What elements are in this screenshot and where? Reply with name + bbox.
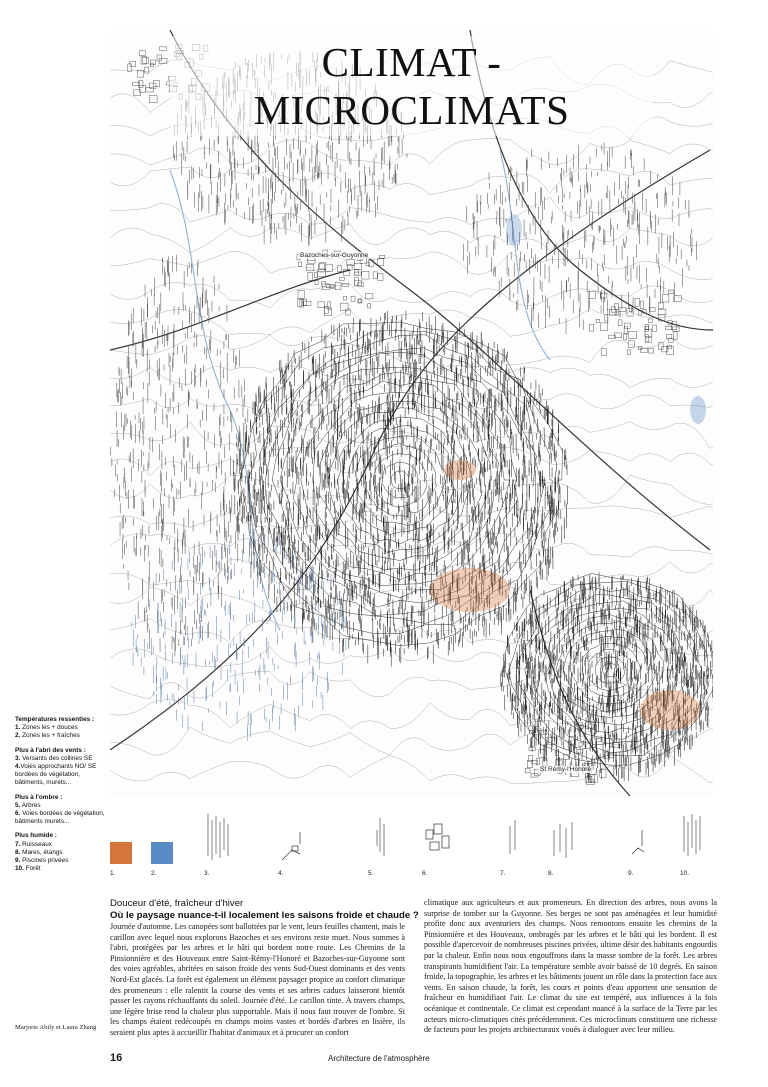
legend-group-wind: [15, 747, 107, 788]
key-number: 7.: [500, 870, 506, 877]
key-warm-zone: [110, 810, 150, 876]
key-forest: [680, 810, 720, 876]
stream-icon: [500, 810, 530, 866]
article-subtitle: Où le paysage nuance-t-il localement les saisons froide et chaude ?: [110, 910, 419, 921]
legend-item: 1. Zones les + douces: [15, 724, 78, 732]
key-number: 1.: [110, 870, 116, 877]
legend-heading: Plus humide :: [15, 832, 57, 840]
legend-item: 3. Versants des collines SE: [15, 754, 93, 762]
sheltered-road-icon: [278, 810, 308, 866]
key-se-slopes: [204, 810, 244, 876]
key-number: 3.: [204, 870, 210, 877]
legend-item: 9. Piscines privées: [15, 857, 69, 865]
climate-map: [110, 30, 713, 796]
legend-heading: Plus à l'abri des vents :: [15, 746, 86, 754]
article-heading: [110, 898, 419, 922]
legend-item: 6. Voies bordées de végétation, bâtiments murets...: [15, 810, 105, 826]
authors: Marjorie Abily et Laura Zhang: [15, 1024, 97, 1031]
legend-heading: Températures ressenties :: [15, 716, 95, 723]
page-number: 16: [110, 1052, 123, 1064]
key-streams: [500, 810, 540, 876]
cool-zone-swatch: [151, 842, 173, 864]
key-number: 9.: [628, 870, 634, 877]
pond-icon: [548, 810, 584, 866]
place-label-bazoches: Bazoches-sur-Guyonne: [300, 252, 369, 259]
key-number: 8.: [548, 870, 554, 877]
legend-group-humidity: [15, 832, 107, 873]
tree-shade-icon: [368, 810, 398, 866]
shaded-road-icon: [422, 810, 456, 866]
article-column-1: Journée d'automne. Les canopées sont ballottées par le vent, leurs feuilles chantent, mais le carillon avec lequel nous explorons Bazoches et ses environs reste muet. Nous sommes à l'abri, protégées par les arbres et le bâti qui bordent notre route. Les Chemins de la Pinsionnière et des Houveaux entre Saint-Rémy-l'Honoré et Bazoches-sur-Guyonne sont des voies agréables, abritées en saison froide des vents Sud-Ouest dominants et des vents Nord-Est glacés. La forêt est également un élément paysager propice au confort climatique des promeneurs : elle ralentit la course des vents et ses arbres caducs laisseront bientôt passer les rayons réchauffants du soleil. Journée d'été. Le carillon tinte. À travers champs, une légère brise rend la chaleur plus supportable. Mais il nous faut trouver de l'ombre. Si les champs étaient redécoupés en champs moins vastes et bordés d'arbres en lisière, ils seraient plus aptes à accueillir l'habitat d'animaux et à procurer un confort: [110, 922, 405, 1037]
key-number: 10.: [680, 870, 690, 877]
warm-zone-swatch: [110, 842, 132, 864]
legend-symbol-row: [110, 810, 713, 880]
legend-item: 7. Ruisseaux: [15, 840, 52, 848]
key-shaded-roads: [422, 810, 462, 876]
place-label-st-remy: St Rémy-l'Honoré: [540, 766, 592, 773]
key-number: 2.: [151, 870, 157, 877]
key-number: 6.: [422, 870, 428, 877]
legend-item: 10. Forêt: [15, 865, 41, 873]
legend-item: 4.Voies approchants NO/ SE bordées de végétation, bâtiments, murets...: [15, 763, 97, 787]
legend-item: 8. Mares, étangs: [15, 848, 63, 856]
key-number: 4.: [278, 870, 284, 877]
hatched-slope-icon: [204, 810, 234, 866]
forest-icon: [680, 810, 710, 866]
legend-group-shade: [15, 794, 107, 827]
pool-icon: [628, 810, 658, 866]
key-pools: [628, 810, 668, 876]
page-title: CLIMAT - MICROCLIMATS: [170, 36, 653, 136]
running-title: Architecture de l'atmosphère: [328, 1054, 430, 1063]
key-sheltered-roads: [278, 810, 318, 876]
key-cool-zone: [151, 810, 191, 876]
legend-group-temperatures: [15, 716, 107, 741]
legend-heading: Plus à l'ombre :: [15, 793, 63, 801]
legend-item: 2. Zones les + fraîches: [15, 732, 80, 740]
key-trees: [368, 810, 408, 876]
article-title: Douceur d'été, fraîcheur d'hiver: [110, 898, 244, 909]
legend-item: 5. Arbres: [15, 801, 41, 809]
map-legend: [15, 716, 107, 879]
key-ponds: [548, 810, 588, 876]
article-column-2: climatique aux agriculteurs et aux promeneurs. En direction des arbres, nous avons la surprise de tomber sur la Guyonne. Ses berges ne sont pas aménagées et leur humidité profite donc aux aventuriers des champs. Nous remontons ensuite les chemins de la Pinsionnière et des Houveaux, ombragés par les arbres et le bâti qui les bordent. Il est possible d'apercevoir de nombreuses piscines privées, ultime désir des habitants engourdis par la chaleur. Enfin nous nous engouffrons dans la masse sombre de la forêt. Les arbres transpirants humidifient l'air. La température semble avoir baissé de 10 degrés. En saison froide, la topographie, les arbres et les bâtiments jouent un rôle dans la protection face aux vents. En saison chaude, la forêt, les cours et points d'eau apportent une sensation de fraîcheur en humidifiant l'air. Le climat du site est tempéré, aux influences à la fois océanique et continentale. Ce climat est cependant nuancé à la surface de la Terre par les acteurs micro-climatiques cités précédemment. Ces microclimats constituent une richesse de facteurs pour les projets architecturaux voués à dialoguer avec leur milieu.: [424, 898, 717, 1035]
key-number: 5.: [368, 870, 374, 877]
map-drawing: [110, 30, 713, 796]
